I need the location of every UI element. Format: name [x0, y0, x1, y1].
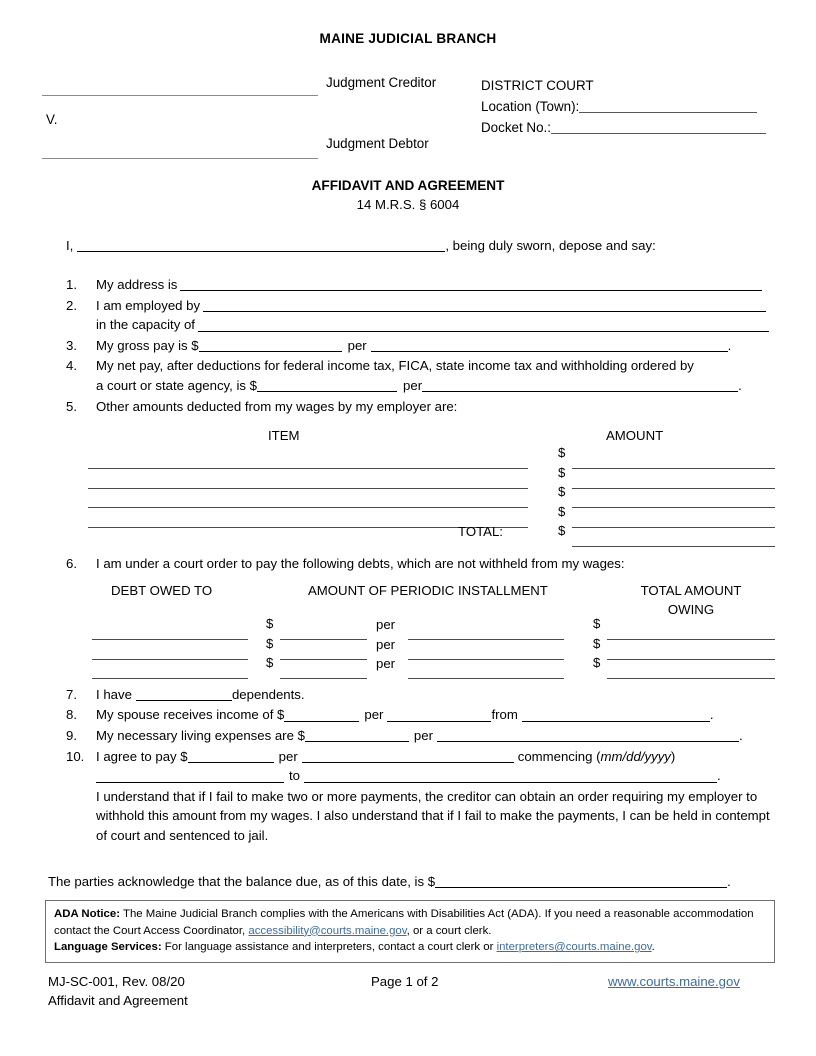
item-10-per-label: per: [278, 748, 298, 764]
item-7-number: 7.: [66, 686, 77, 702]
language-services-text-2: .: [651, 941, 655, 954]
item-10-commencing-close: ): [670, 748, 676, 764]
item-5: [66, 397, 772, 417]
balance-due-period: .: [727, 873, 731, 889]
location-row: [481, 96, 781, 117]
debts-table: [88, 583, 776, 680]
creditor-name-field[interactable]: [42, 67, 318, 96]
net-pay-amount-input[interactable]: [257, 378, 397, 392]
statute-citation: 14 M.R.S. § 6004: [356, 197, 460, 212]
deduction-item-input-2[interactable]: [88, 470, 528, 489]
total-owing-header-line2: OWING: [667, 602, 715, 618]
debt-period-input-1[interactable]: [408, 621, 564, 640]
item-7: [66, 685, 772, 705]
item-5-label: Other amounts deducted from my wages by my employer are:: [96, 398, 458, 414]
item-4-number: 4.: [66, 358, 77, 374]
item-2-capacity-label: in the capacity of: [96, 317, 195, 333]
deductions-amount-header: AMOUNT: [606, 428, 664, 444]
debt-total-owing-input-1[interactable]: [607, 621, 775, 640]
item-5-number: 5.: [66, 398, 77, 414]
form-number: MJ-SC-001, Rev. 08/20: [48, 974, 185, 989]
debt-period-input-2[interactable]: [408, 641, 564, 660]
form-name: Affidavit and Agreement: [48, 993, 188, 1008]
item-7-suffix: dependents.: [231, 686, 305, 702]
spouse-income-period-input[interactable]: [387, 708, 491, 722]
debt-owed-to-input-1[interactable]: [92, 621, 248, 640]
debt-total-owing-input-2[interactable]: [607, 641, 775, 660]
intro-suffix: , being duly sworn, depose and say:: [445, 238, 656, 253]
numbered-items: [66, 275, 772, 416]
debts-table-header: [88, 583, 776, 621]
debt-owed-to-input-2[interactable]: [92, 641, 248, 660]
living-expenses-period-input[interactable]: [437, 728, 739, 742]
debt-installment-input-1[interactable]: [280, 621, 367, 640]
item-9-period: .: [738, 727, 743, 743]
balance-due-line: [48, 874, 816, 889]
agree-pay-period-input[interactable]: [302, 749, 514, 763]
item-1-number: 1.: [66, 277, 77, 292]
item-3-number: 3.: [66, 337, 77, 353]
deduction-amount-input-4[interactable]: [572, 509, 775, 528]
deductions-row: [88, 484, 776, 509]
item-8: [66, 705, 772, 725]
balance-due-input[interactable]: [435, 874, 727, 888]
item-6-number: 6.: [66, 555, 77, 571]
deductions-total-row: [88, 523, 776, 548]
item-6: [66, 554, 772, 574]
debtor-name-field[interactable]: [42, 130, 318, 159]
judgment-debtor-label: Judgment Debtor: [326, 136, 429, 151]
location-label: Location (Town):: [481, 99, 580, 114]
item-3-period: .: [727, 337, 732, 353]
item-1-label: My address is: [96, 277, 178, 292]
accessibility-email-link[interactable]: accessibility@courts.maine.gov: [248, 924, 407, 937]
debt-installment-input-3[interactable]: [280, 660, 367, 679]
ada-notice-text-1: The Maine Judicial Branch complies with the Americans with Disabilities Act (ADA). If you need a reasonable accommodation contact the Court Access Coordinator,: [54, 908, 754, 937]
item-4-label: My net pay, after deductions for federal income tax, FICA, state income tax and withholding ordered by: [96, 358, 694, 374]
gross-pay-amount-input[interactable]: [199, 338, 342, 352]
item-10-commencing-label: commencing (: [517, 748, 601, 764]
ada-notice-label: ADA Notice:: [54, 908, 121, 920]
dollar-sign: $: [558, 484, 566, 500]
item-2-number: 2.: [66, 297, 77, 313]
commencing-date-input[interactable]: [96, 768, 284, 782]
numbered-items-tail: [66, 685, 772, 786]
page-title: MAINE JUDICIAL BRANCH: [319, 31, 497, 46]
courts-website-link[interactable]: www.courts.maine.gov: [608, 974, 740, 989]
capacity-input[interactable]: [198, 317, 769, 331]
dollar-sign: $: [266, 635, 274, 651]
gross-pay-period-input[interactable]: [371, 338, 728, 352]
employer-input[interactable]: [203, 298, 766, 312]
debt-row: [88, 655, 776, 680]
balance-due-label: The parties acknowledge that the balance due, as of this date, is $: [48, 873, 436, 889]
item-9: [66, 726, 772, 746]
spouse-income-amount-input[interactable]: [284, 708, 359, 722]
ada-notice-paragraph: [54, 906, 766, 939]
item-4-sub-label: a court or state agency, is $: [96, 377, 258, 393]
deductions-row: [88, 503, 776, 529]
item-2-label: I am employed by: [96, 297, 201, 313]
dollar-sign: $: [266, 616, 274, 632]
debt-installment-input-2[interactable]: [280, 641, 367, 660]
dollar-sign: $: [266, 655, 274, 671]
dollar-sign: $: [593, 616, 601, 632]
docket-row: [481, 117, 781, 138]
understanding-paragraph: I understand that if I fail to make two or more payments, the creditor can obtain an order requiring my employer to withhold this amount from my wages. I also understand that if I fail to make the payments, I can be held in contempt of court and sentenced to jail.: [96, 788, 770, 843]
spouse-income-source-input[interactable]: [522, 708, 710, 722]
date-format-hint: mm/dd/yyyy: [600, 748, 671, 764]
dependents-input[interactable]: [136, 687, 232, 701]
dollar-sign: $: [593, 655, 601, 671]
deductions-row: [88, 445, 776, 470]
intro-prefix: I,: [66, 238, 74, 253]
deductions-total-label: TOTAL:: [458, 524, 503, 540]
debt-period-input-3[interactable]: [408, 660, 564, 679]
net-pay-period-input[interactable]: [422, 378, 738, 392]
deduction-amount-input-3[interactable]: [572, 489, 775, 508]
item-4-per-label: per: [403, 377, 423, 393]
location-input[interactable]: [579, 99, 757, 113]
deduction-item-input-3[interactable]: [88, 489, 528, 508]
item-8-from-label: from: [491, 707, 518, 723]
page-number: Page 1 of 2: [371, 974, 439, 989]
item-9-number: 9.: [66, 727, 77, 743]
address-input[interactable]: [180, 277, 762, 291]
deduction-amount-input-1[interactable]: [572, 450, 775, 469]
language-services-paragraph: [54, 939, 766, 956]
item-8-number: 8.: [66, 707, 77, 723]
installment-header: AMOUNT OF PERIODIC INSTALLMENT: [308, 583, 548, 599]
item-3-per-label: per: [347, 337, 367, 353]
deductions-row: [88, 464, 776, 490]
living-expenses-amount-input[interactable]: [305, 728, 409, 742]
debt-row: [88, 616, 776, 641]
caption-right-column: [481, 75, 781, 138]
item-8-period: .: [709, 707, 714, 723]
debt-per-label: per: [376, 656, 396, 672]
deductions-table: [88, 428, 776, 548]
debt-total-owing-input-3[interactable]: [607, 660, 775, 679]
versus-label: V.: [46, 112, 58, 127]
deductions-total-input[interactable]: [572, 528, 775, 547]
item-8-label: My spouse receives income of $: [96, 707, 285, 723]
item-8-per-label: per: [364, 707, 384, 723]
item-7-label: I have: [96, 686, 132, 702]
language-services-label: Language Services:: [54, 941, 162, 954]
deductions-table-header: [88, 428, 776, 450]
deduction-item-input-1[interactable]: [88, 450, 528, 469]
case-caption: [0, 67, 816, 159]
item-10-period: .: [717, 768, 721, 784]
deductions-item-header: ITEM: [268, 428, 300, 444]
affiant-intro-line: [66, 238, 816, 253]
debt-owed-to-input-3[interactable]: [92, 660, 248, 679]
dollar-sign: $: [558, 503, 566, 519]
dollar-sign: $: [558, 464, 566, 480]
ada-notice-box: [45, 900, 775, 963]
ending-date-input[interactable]: [304, 768, 717, 782]
agree-pay-amount-input[interactable]: [188, 749, 274, 763]
debt-per-label: per: [376, 636, 396, 652]
item-2: [66, 296, 772, 335]
total-owing-header-line1: TOTAL AMOUNT: [640, 583, 742, 599]
debt-per-label: per: [376, 617, 396, 633]
item-10-to-label: to: [289, 768, 300, 784]
deduction-amount-input-2[interactable]: [572, 470, 775, 489]
docket-input[interactable]: [551, 120, 766, 134]
form-title: AFFIDAVIT AND AGREEMENT: [311, 178, 505, 193]
item-3: [66, 336, 772, 356]
item-10-label: I agree to pay $: [96, 748, 188, 764]
item-9-label: My necessary living expenses are $: [96, 727, 305, 743]
item-6-label: I am under a court order to pay the following debts, which are not withheld from my wages:: [96, 555, 625, 571]
item-4-period: .: [738, 377, 742, 393]
item-4: [66, 356, 772, 395]
item-9-per-label: per: [413, 727, 433, 743]
item-10: [66, 747, 772, 786]
ada-notice-text-2: , or a court clerk.: [406, 924, 492, 937]
item-1: [66, 275, 772, 295]
debt-row: [88, 635, 776, 661]
court-name: DISTRICT COURT: [481, 78, 594, 93]
debt-owed-to-header: DEBT OWED TO: [111, 583, 213, 599]
dollar-sign: $: [593, 635, 601, 651]
dollar-sign: $: [558, 445, 566, 461]
affiant-name-input[interactable]: [77, 238, 445, 252]
docket-label: Docket No.:: [481, 120, 551, 135]
interpreters-email-link[interactable]: interpreters@courts.maine.gov: [496, 941, 652, 954]
numbered-items-continued: [66, 554, 772, 574]
caption-left-column: [42, 67, 318, 159]
judgment-creditor-label: Judgment Creditor: [326, 75, 437, 90]
item-10-number: 10.: [66, 748, 85, 764]
language-services-text-1: For language assistance and interpreters, contact a court clerk or: [161, 941, 497, 954]
dollar-sign: $: [558, 523, 566, 539]
item-3-label: My gross pay is $: [96, 337, 199, 353]
